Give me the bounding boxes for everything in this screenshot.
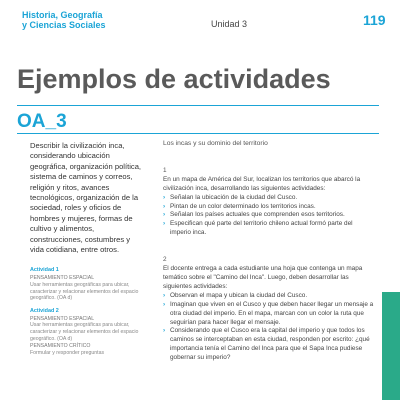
page-number: 119 (363, 12, 386, 28)
side-color-tab (382, 292, 400, 400)
activity-2-number: 2 (163, 256, 167, 264)
subject-line-2: y Ciencias Sociales (22, 20, 106, 30)
page-title: Ejemplos de actividades (17, 64, 331, 94)
title-divider (17, 105, 379, 106)
list-item: › Señalan la ubicación de la ciudad del Cusco. (163, 194, 375, 203)
objective-column (30, 141, 142, 356)
activity-2-skill-1-desc: Usar herramientas geográficas para ubicar, caracterizar y relacionar elementos del espacio geográfico. (OA d) (30, 322, 139, 342)
activity-1-skill-name: PENSAMIENTO ESPACIAL (30, 275, 95, 282)
activity-1-intro: En un mapa de América del Sur, localizan los territorios que abarcó la civilización inca, desarrollando las siguientes actividades: (163, 175, 361, 192)
subject-header (22, 10, 142, 30)
list-item: › Considerando que el Cusco era la capital del imperio y que todos los caminos se interceptaban en esta ciudad, responden por escrito: ¿qué importancia tenía el Camino del Inca para que el Sapa Inca pudiese gobernar su imperio? (163, 327, 375, 363)
activity-2-intro: El docente entrega a cada estudiante una hoja que contenga un mapa temático sobre el "Camino del Inca". Luego, deben desarrollar las siguientes actividades: (163, 265, 363, 290)
oa-code: OA_3 (17, 111, 67, 132)
activity-2-skill-1-name: PENSAMIENTO ESPACIAL (30, 315, 95, 322)
objective-text: Describir la civilización inca, considerando ubicación geográfica, organización política, sistema de caminos y correos, religión y ritos, avances tecnológicos, organización de la sociedad, roles y oficios de hombres y mujeres, formas de cultivo y alimentos, construcciones, costumbres y vida cotidiana, entre otros. (30, 141, 142, 255)
activity-2-skill-2-name: PENSAMIENTO CRÍTICO (30, 343, 91, 350)
unit-label: Unidad 3 (211, 19, 248, 29)
activity-1-skill-desc: Usar herramientas geográficas para ubicar, caracterizar y relacionar elementos del espacio geográfico. (OA d) (30, 282, 139, 302)
list-item: › Pintan de un color determinado los territorios incas. (163, 203, 375, 212)
list-item: › Observan el mapa y ubican la ciudad del Cusco. (163, 292, 375, 301)
activities-column (163, 140, 375, 363)
section-title: Los incas y su dominio del territorio (163, 140, 268, 147)
activity-2-title: Actividad 2 (30, 307, 59, 314)
activity-1-title: Actividad 1 (30, 267, 59, 274)
activity-2-list (163, 292, 375, 363)
activity-1-list (163, 194, 375, 239)
list-item: › Señalan los países actuales que comprenden esos territorios. (163, 211, 375, 220)
list-item: › Imaginan que viven en el Cusco y que deben hacer llegar un mensaje a otra ciudad del imperio. En el mapa, marcan con un color la ruta que seguirían para hacer llegar el mensaje. (163, 301, 375, 328)
activity-1-number: 1 (163, 166, 167, 174)
subject-line-1: Historia, Geografía (22, 10, 103, 20)
list-item: › Especifican qué parte del territorio chileno actual formó parte del imperio inca. (163, 220, 375, 238)
activity-2-skill-2-desc: Formular y responder preguntas (30, 349, 105, 356)
oa-divider (17, 133, 379, 134)
